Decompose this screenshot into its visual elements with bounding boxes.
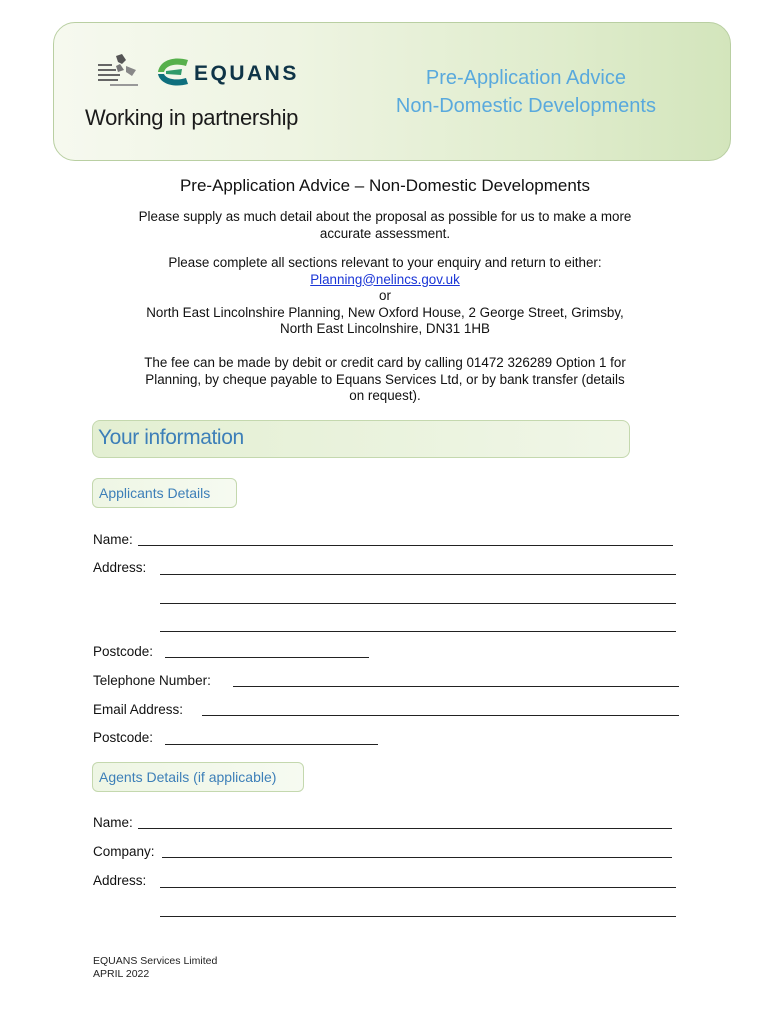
- applicant-address-field-2[interactable]: [160, 603, 676, 604]
- address-line: North East Lincolnshire, DN31 1HB: [280, 321, 490, 336]
- applicants-title: Applicants Details: [99, 485, 211, 501]
- equans-wordmark: EQUANS: [194, 62, 299, 85]
- return-text: Please complete all sections relevant to your enquiry and return to either:: [168, 255, 602, 270]
- footer-date: APRIL 2022: [93, 968, 150, 980]
- or-text: or: [379, 288, 391, 303]
- agent-address-label: Address:: [93, 873, 147, 888]
- return-instructions: [90, 255, 680, 338]
- intro-line: Please supply as much detail about the proposal as possible for us to make a more: [138, 209, 632, 224]
- intro-line: accurate assessment.: [319, 225, 451, 241]
- fee-line: Planning, by cheque payable to Equans Services Ltd, or by bank transfer (details: [145, 371, 625, 387]
- applicant-name-field[interactable]: [138, 545, 673, 546]
- applicant-postcode2-field[interactable]: [165, 744, 378, 745]
- agent-address-field-1[interactable]: [160, 887, 676, 888]
- address-line: North East Lincolnshire Planning, New Oxford House, 2 George Street, Grimsby,: [146, 304, 624, 320]
- applicant-postcode2-label: Postcode:: [93, 730, 154, 745]
- applicant-address-label: Address:: [93, 560, 147, 575]
- fee-line: The fee can be made by debit or credit card by calling 01472 326289 Option 1 for: [144, 355, 626, 370]
- agents-title: Agents Details (if applicable): [99, 769, 277, 785]
- applicant-email-field[interactable]: [202, 715, 679, 716]
- equans-logo-icon: [154, 54, 190, 90]
- email-link[interactable]: Planning@nelincs.gov.uk: [310, 271, 460, 287]
- agent-address-field-2[interactable]: [160, 916, 676, 917]
- applicant-address-field-3[interactable]: [160, 631, 676, 632]
- tagline: Working in partnership: [85, 105, 299, 130]
- applicant-name-label: Name:: [93, 532, 133, 547]
- agent-name-label: Name:: [93, 815, 133, 830]
- applicant-email-label: Email Address:: [93, 702, 184, 717]
- section-title: Your information: [98, 426, 244, 449]
- fee-line: on request).: [349, 388, 421, 403]
- intro-paragraph: [90, 209, 680, 242]
- applicant-telephone-field[interactable]: [233, 686, 679, 687]
- agent-name-field[interactable]: [138, 828, 672, 829]
- agent-company-label: Company:: [93, 844, 155, 859]
- applicant-telephone-label: Telephone Number:: [93, 673, 211, 688]
- applicant-address-field-1[interactable]: [160, 574, 676, 575]
- council-crest-logo: [96, 52, 142, 90]
- banner-title-line2: Non-Domestic Developments: [395, 95, 656, 117]
- applicant-postcode-field[interactable]: [165, 657, 369, 658]
- document-title: Pre-Application Advice – Non-Domestic Developments: [179, 176, 591, 195]
- banner-title-line1: Pre-Application Advice: [425, 67, 626, 89]
- footer-company: EQUANS Services Limited: [93, 955, 218, 967]
- footer: [93, 955, 217, 981]
- applicant-postcode-label: Postcode:: [93, 644, 154, 659]
- agent-company-field[interactable]: [162, 857, 672, 858]
- banner-title: [396, 64, 656, 120]
- fee-paragraph: [90, 355, 680, 405]
